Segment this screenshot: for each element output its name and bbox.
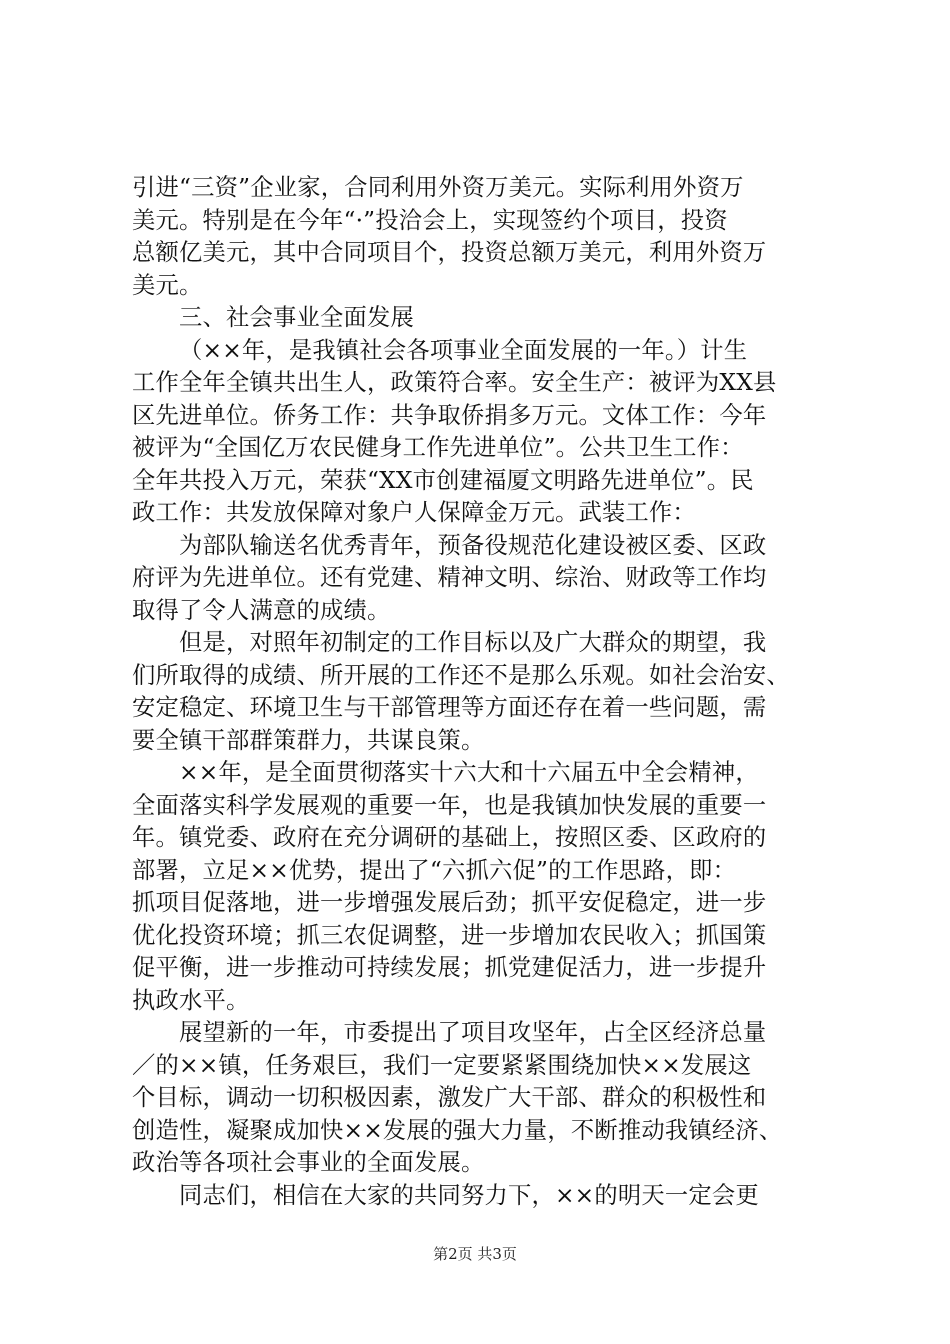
document-body	[132, 172, 837, 1212]
text-line: 们所取得的成绩、所开展的工作还不是那么乐观。如社会治安、	[132, 661, 790, 689]
page-number-footer: 第2页 共3页	[433, 1245, 517, 1263]
text-line: 展望新的一年，市委提出了项目攻坚年，占全区经济总量	[179, 1019, 767, 1046]
paragraph-outlook	[132, 1017, 837, 1180]
text-line: 工作全年全镇共出生人，政策符合率。安全生产：被评为XX县	[132, 369, 777, 396]
paragraph-social-affairs	[132, 335, 837, 530]
paragraph-foreign-investment	[132, 172, 837, 302]
text-line: 引进“三资”企业家，合同利用外资万美元。实际利用外资万	[132, 174, 744, 201]
text-line: 政工作：共发放保障对象户人保障金万元。武装工作：	[132, 499, 696, 526]
text-line: 抓项目促落地，进一步增强发展后劲；抓平安促稳定，进一步	[132, 889, 767, 916]
paragraph-military-affairs	[132, 530, 837, 628]
text-line: ／的××镇，任务艰巨，我们一定要紧紧围绕加快××发展这	[132, 1051, 752, 1079]
text-line: 全年共投入万元，荣获“XX市创建福厦文明路先进单位”。民	[132, 466, 754, 494]
text-line: （××年，是我镇社会各项事业全面发展的一年。）计生	[179, 336, 748, 364]
text-line: 促平衡，进一步推动可持续发展；抓党建促活力，进一步提升	[132, 954, 767, 981]
paragraph-problems	[132, 627, 837, 757]
text-line: 创造性，凝聚成加快××发展的强大力量，不断推动我镇经济、	[132, 1116, 783, 1144]
section-heading: 三、社会事业全面发展	[179, 304, 414, 331]
text-line: ××年，是全面贯彻落实十六大和十六届五中全会精神，	[179, 759, 759, 786]
text-line: 政治等各项社会事业的全面发展。	[132, 1149, 485, 1176]
paragraph-closing	[132, 1180, 837, 1213]
text-line: 执政水平。	[132, 986, 250, 1014]
section-heading-social-affairs	[132, 302, 837, 335]
text-line: 优化投资环境；抓三农促调整，进一步增加农民收入；抓国策	[132, 921, 767, 949]
text-line: 区先进单位。侨务工作：共争取侨捐多万元。文体工作：今年	[132, 401, 767, 429]
text-line: 要全镇干部群策群力，共谋良策。	[132, 726, 485, 754]
text-line: 全面落实科学发展观的重要一年，也是我镇加快发展的重要一	[132, 791, 767, 819]
text-line: 被评为“全国亿万农民健身工作先进单位”。公共卫生工作：	[132, 434, 744, 461]
text-line: 总额亿美元，其中合同项目个，投资总额万美元，利用外资万	[132, 239, 767, 266]
text-line: 府评为先进单位。还有党建、精神文明、综治、财政等工作均	[132, 564, 767, 591]
text-line: 部署，立足××优势，提出了“六抓六促”的工作思路，即：	[132, 856, 737, 884]
text-line: 为部队输送名优秀青年，预备役规范化建设被区委、区政	[179, 531, 767, 559]
text-line: 年。镇党委、政府在充分调研的基础上，按照区委、区政府的	[132, 824, 767, 851]
text-line: 同志们，相信在大家的共同努力下，××的明天一定会更	[179, 1181, 759, 1209]
text-line: 但是，对照年初制定的工作目标以及广大群众的期望，我	[179, 629, 767, 656]
text-line: 取得了令人满意的成绩。	[132, 596, 391, 624]
paragraph-work-plan	[132, 757, 837, 1017]
text-line: 美元。特别是在今年“·”投洽会上，实现签约个项目，投资	[132, 206, 728, 234]
text-line: 个目标，调动一切积极因素，激发广大干部、群众的积极性和	[132, 1084, 767, 1111]
text-line: 安定稳定、环境卫生与干部管理等方面还存在着一些问题，需	[132, 694, 767, 721]
text-line: 美元。	[132, 271, 203, 299]
